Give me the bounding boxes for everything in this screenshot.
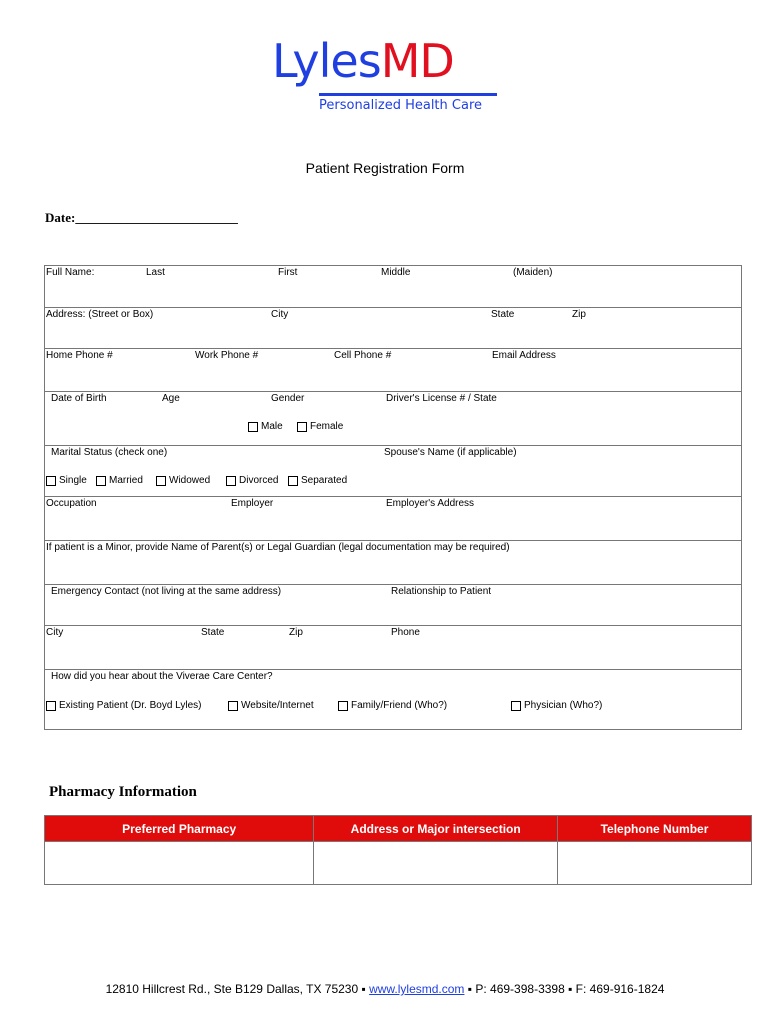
emergency-contact-label: Emergency Contact (not living at the same address) <box>51 586 282 597</box>
checkbox-icon <box>156 476 166 486</box>
email-label: Email Address <box>492 350 556 361</box>
footer-contact <box>0 982 770 996</box>
website-link[interactable]: www.lylesmd.com <box>369 982 465 996</box>
maiden-name-label: (Maiden) <box>513 267 553 278</box>
checkbox-icon <box>248 422 258 432</box>
checkbox-icon <box>511 701 521 711</box>
guardian-row[interactable] <box>45 541 741 585</box>
age-label: Age <box>162 393 180 404</box>
checkbox-icon <box>228 701 238 711</box>
first-name-label: First <box>278 267 298 278</box>
occupation-row[interactable] <box>45 497 741 541</box>
pharmacy-phone-header: Telephone Number <box>558 816 752 842</box>
zip-label: Zip <box>572 309 586 320</box>
marital-status-label: Marital Status (check one) <box>51 447 168 458</box>
emergency-zip-label: Zip <box>289 627 303 638</box>
relationship-label: Relationship to Patient <box>391 586 492 597</box>
state-label: State <box>491 309 515 320</box>
checkbox-icon <box>96 476 106 486</box>
spouse-label: Spouse's Name (if applicable) <box>384 447 517 458</box>
name-row[interactable] <box>45 266 741 308</box>
married-checkbox[interactable]: Married <box>96 475 143 487</box>
full-name-label: Full Name: <box>46 267 95 278</box>
home-phone-label: Home Phone # <box>46 350 113 361</box>
checkbox-icon <box>297 422 307 432</box>
referral-row <box>45 670 741 730</box>
checkbox-icon <box>338 701 348 711</box>
license-label: Driver's License # / State <box>386 393 497 404</box>
marital-row[interactable] <box>45 446 741 497</box>
cell-phone-label: Cell Phone # <box>334 350 392 361</box>
pharmacy-entry-row <box>45 842 752 885</box>
pharmacy-address-header: Address or Major intersection <box>314 816 558 842</box>
widowed-checkbox[interactable]: Widowed <box>156 475 210 487</box>
logo-underline <box>319 93 497 96</box>
physician-checkbox[interactable]: Physician (Who?) <box>511 700 602 712</box>
emergency-row[interactable] <box>45 585 741 626</box>
logo-tagline: Personalized Health Care <box>319 98 483 113</box>
female-checkbox[interactable]: Female <box>297 421 343 433</box>
guardian-label: If patient is a Minor, provide Name of Parent(s) or Legal Guardian (legal documentation may be required) <box>46 542 510 553</box>
address-row[interactable] <box>45 308 741 349</box>
preferred-pharmacy-header: Preferred Pharmacy <box>45 816 314 842</box>
date-field[interactable]: Date:_________________________ <box>45 210 238 225</box>
family-friend-checkbox[interactable]: Family/Friend (Who?) <box>338 700 447 712</box>
referral-question: How did you hear about the Viverae Care Center? <box>51 671 273 682</box>
city-label: City <box>271 309 289 320</box>
occupation-label: Occupation <box>46 498 97 509</box>
website-checkbox[interactable]: Website/Internet <box>228 700 314 712</box>
male-checkbox[interactable]: Male <box>248 421 283 433</box>
pharmacy-phone-cell[interactable] <box>558 842 752 885</box>
logo-wordmark: LylesMD <box>272 34 454 88</box>
middle-name-label: Middle <box>381 267 411 278</box>
personal-row[interactable] <box>45 392 741 446</box>
employer-address-label: Employer's Address <box>386 498 475 509</box>
gender-label: Gender <box>271 393 305 404</box>
emergency-address-row[interactable] <box>45 626 741 670</box>
phone-row[interactable] <box>45 349 741 392</box>
preferred-pharmacy-cell[interactable] <box>45 842 314 885</box>
form-title: Patient Registration Form <box>305 160 465 176</box>
pharmacy-header-row <box>45 816 752 842</box>
pharmacy-address-cell[interactable] <box>314 842 558 885</box>
single-checkbox[interactable]: Single <box>46 475 87 487</box>
work-phone-label: Work Phone # <box>195 350 259 361</box>
registration-form <box>44 265 742 730</box>
emergency-phone-label: Phone <box>391 627 420 638</box>
lylesmd-logo <box>272 34 502 124</box>
separated-checkbox[interactable]: Separated <box>288 475 347 487</box>
footer-phones: ▪ P: 469-398-3398 ▪ F: 469-916-1824 <box>464 982 665 996</box>
pharmacy-table <box>44 815 752 885</box>
checkbox-icon <box>46 476 56 486</box>
checkbox-icon <box>288 476 298 486</box>
pharmacy-section-title: Pharmacy Information <box>49 784 197 800</box>
dob-label: Date of Birth <box>51 393 107 404</box>
footer-address: 12810 Hillcrest Rd., Ste B129 Dallas, TX 75230 ▪ <box>105 982 370 996</box>
divorced-checkbox[interactable]: Divorced <box>226 475 278 487</box>
emergency-state-label: State <box>201 627 225 638</box>
existing-patient-checkbox[interactable]: Existing Patient (Dr. Boyd Lyles) <box>46 700 201 712</box>
last-name-label: Last <box>146 267 165 278</box>
emergency-city-label: City <box>46 627 64 638</box>
address-label: Address: (Street or Box) <box>46 309 154 320</box>
employer-label: Employer <box>231 498 274 509</box>
checkbox-icon <box>46 701 56 711</box>
checkbox-icon <box>226 476 236 486</box>
